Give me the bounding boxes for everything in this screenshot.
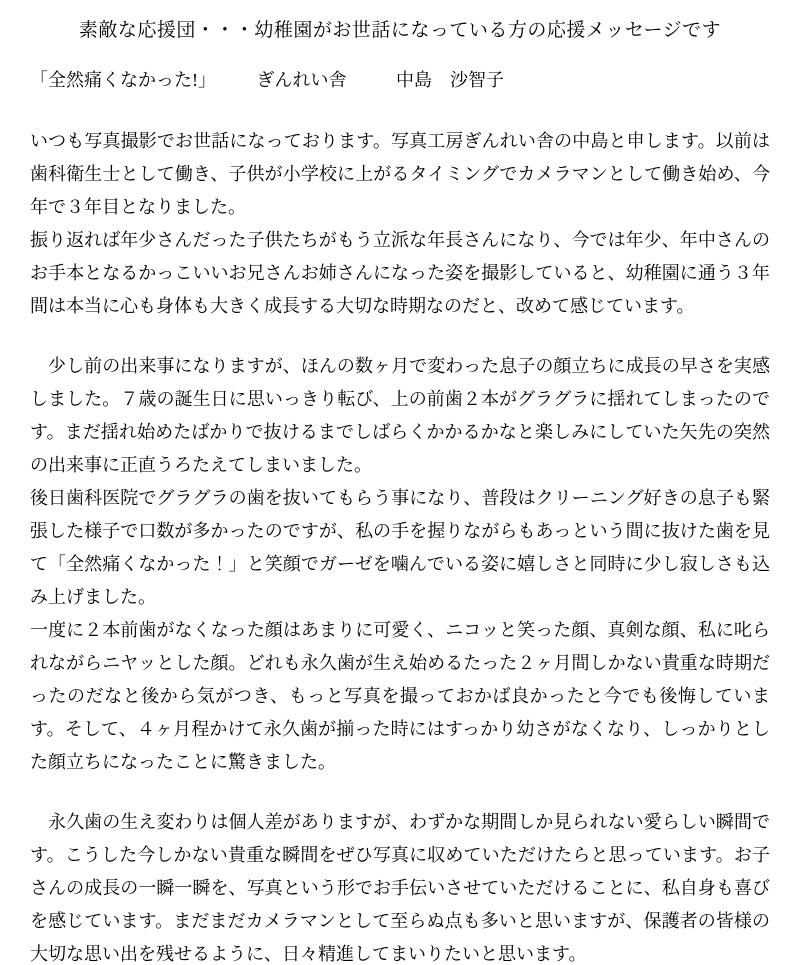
- subtitle-author-name: 中島 沙智子: [396, 70, 504, 90]
- subtitle-quote: 「全然痛くなかった!」: [30, 70, 216, 90]
- body-paragraph: 一度に２本前歯がなくなった顔はあまりに可愛く、ニコッと笑った顔、真剣な顔、私に叱られながらニヤッとした顔。どれも永久歯が生え始めるたった２ヶ月間しかない貴重な時期だったのだなと後から気がつき、もっと写真を撮っておかば良かったと今でも後悔しています。そして、４ヶ月程かけて永久歯が揃った時にはすっかり幼さがなくなり、しっかりとした顔立ちになったことに驚きました。: [30, 620, 770, 772]
- page-title: 素敵な応援団・・・幼稚園がお世話になっている方の応援メッセージです: [78, 20, 722, 41]
- body-paragraphs: [30, 125, 770, 965]
- body-paragraph: 振り返れば年少さんだった子供たちがもう立派な年長さんになり、今では年少、年中さんのお手本となるかっこいいお兄さんお姉さんになった姿を撮影していると、幼稚園に通う３年間は本当に心も身体も大きく成長する大切な時期なのだと、改めて感じています。: [30, 230, 770, 316]
- body-paragraph: いつも写真撮影でお世話になっております。写真工房ぎんれい舎の中島と申します。以前は歯科衛生士として働き、子供が小学校に上がるタイミングでカメラマンとして働き始め、今年で３年目となりました。: [30, 131, 770, 217]
- body-paragraph: 永久歯の生え変わりは個人差がありますが、わずかな期間しか見られない愛らしい瞬間です。こうした今しかない貴重な瞬間をぜひ写真に収めていただけたらと思っています。お子さんの成長の一瞬一瞬を、写真という形でお手伝いさせていただけることに、私自身も喜びを感じています。まだまだカメラマンとして至らぬ点も多いと思いますが、保護者の皆様の大切な思い出を残せるように、日々精進してまいりたいと思います。: [30, 812, 770, 964]
- body-paragraph: 後日歯科医院でグラグラの歯を抜いてもらう事になり、普段はクリーニング好きの息子も緊張した様子で口数が多かったのですが、私の手を握りながらもあっという間に抜けた歯を見て「全然痛くなかった！」と笑顔でガーゼを噛んでいる姿に嬉しさと同時に少し寂しさも込み上げました。: [30, 488, 770, 607]
- subtitle-line: [30, 64, 770, 97]
- body-paragraph: 少し前の出来事になりますが、ほんの数ヶ月で変わった息子の顔立ちに成長の早さを実感しました。７歳の誕生日に思いっきり転び、上の前歯２本がグラグラに揺れてしまったのです。まだ揺れ始めたばかりで抜けるまでしばらくかかるかなと楽しみにしていた矢先の突然の出来事に正直うろたえてしまいました。: [30, 356, 770, 475]
- subtitle-studio-name: ぎんれい舎: [256, 70, 347, 90]
